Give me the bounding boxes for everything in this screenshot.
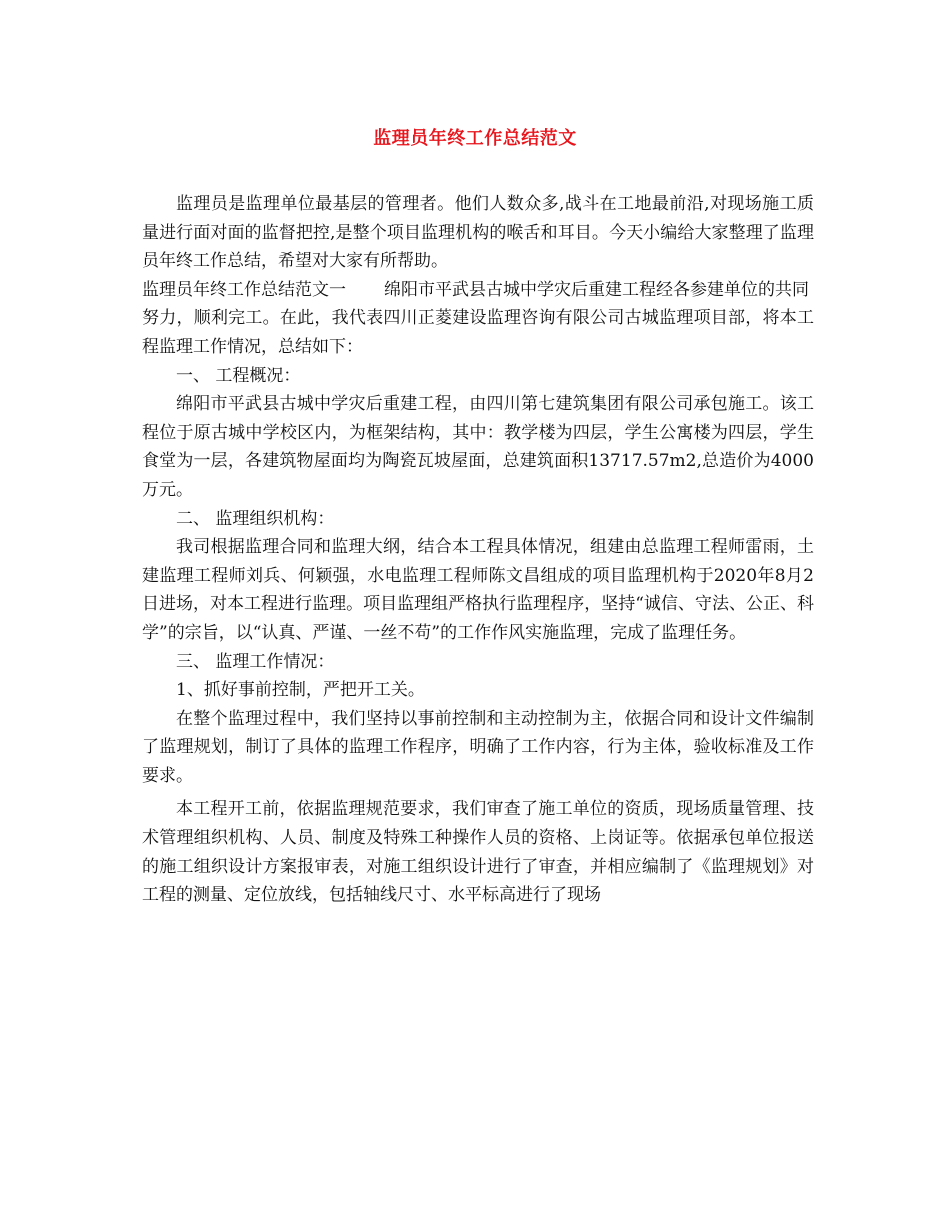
section-1-heading: 一、 工程概况：	[176, 365, 301, 386]
section-3-heading: 三、 监理工作情况：	[176, 651, 335, 672]
sample-opening-row	[142, 276, 814, 305]
document-body	[142, 190, 814, 910]
sample-label: 监理员年终工作总结范文一	[142, 279, 346, 300]
section-1-paragraph-1: 绵阳市平武县古城中学灾后重建工程，由四川第七建筑集团有限公司承包施工。该工程位于原古城中学校区内，为框架结构，其中：教学楼为四层，学生公寓楼为四层，学生食堂为一层，各建筑物屋面均为陶瓷瓦坡屋面，总建筑面积13717.57m2,总造价为4000万元。	[142, 394, 814, 500]
section-3-subheading: 1、抓好事前控制，严把开工关。	[176, 680, 425, 701]
section-3-paragraph-1: 在整个监理过程中，我们坚持以事前控制和主动控制为主，依据合同和设计文件编制了监理规划，制订了具体的监理工作程序，明确了工作内容，行为主体，验收标准及工作要求。	[142, 708, 814, 786]
section-3-paragraph-2: 本工程开工前，依据监理规范要求，我们审查了施工单位的资质，现场质量管理、技术管理组织机构、人员、制度及特殊工种操作人员的资格、上岗证等。依据承包单位报送的施工组织设计方案报审表，对施工组织设计进行了审查，并相应编制了《监理规划》对工程的测量、定位放线，包括轴线尺寸、水平标高进行了现场	[142, 799, 814, 906]
section-2-paragraph-1: 我司根据监理合同和监理大纲，结合本工程具体情况，组建由总监理工程师雷雨，土建监理工程师刘兵、何颖强，水电监理工程师陈文昌组成的项目监理机构于2020年8月2日进场，对本工程进行监理。项目监理组严格执行监理程序，坚持“诚信、守法、公正、科学”的宗旨，以“认真、严谨、一丝不苟”的工作作风实施监理，完成了监理任务。	[142, 537, 814, 643]
sample-opening-fragment: 绵阳市平武县古城中学灾后重建工程经各参建单位的共同	[384, 279, 809, 300]
intro-paragraph: 监理员是监理单位最基层的管理者。他们人数众多,战斗在工地最前沿,对现场施工质量进行面对面的监督把控,是整个项目监理机构的喉舌和耳目。今天小编给大家整理了监理员年终工作总结，希望对大家有所帮助。	[142, 194, 814, 272]
section-2-heading: 二、 监理组织机构：	[176, 508, 335, 529]
document-title: 监理员年终工作总结范文	[373, 128, 577, 149]
label-spacer	[346, 276, 384, 305]
sample-opening-paragraph: 努力，顺利完工。在此，我代表四川正菱建设监理咨询有限公司古城监理项目部，将本工程监理工作情况，总结如下：	[142, 308, 814, 357]
